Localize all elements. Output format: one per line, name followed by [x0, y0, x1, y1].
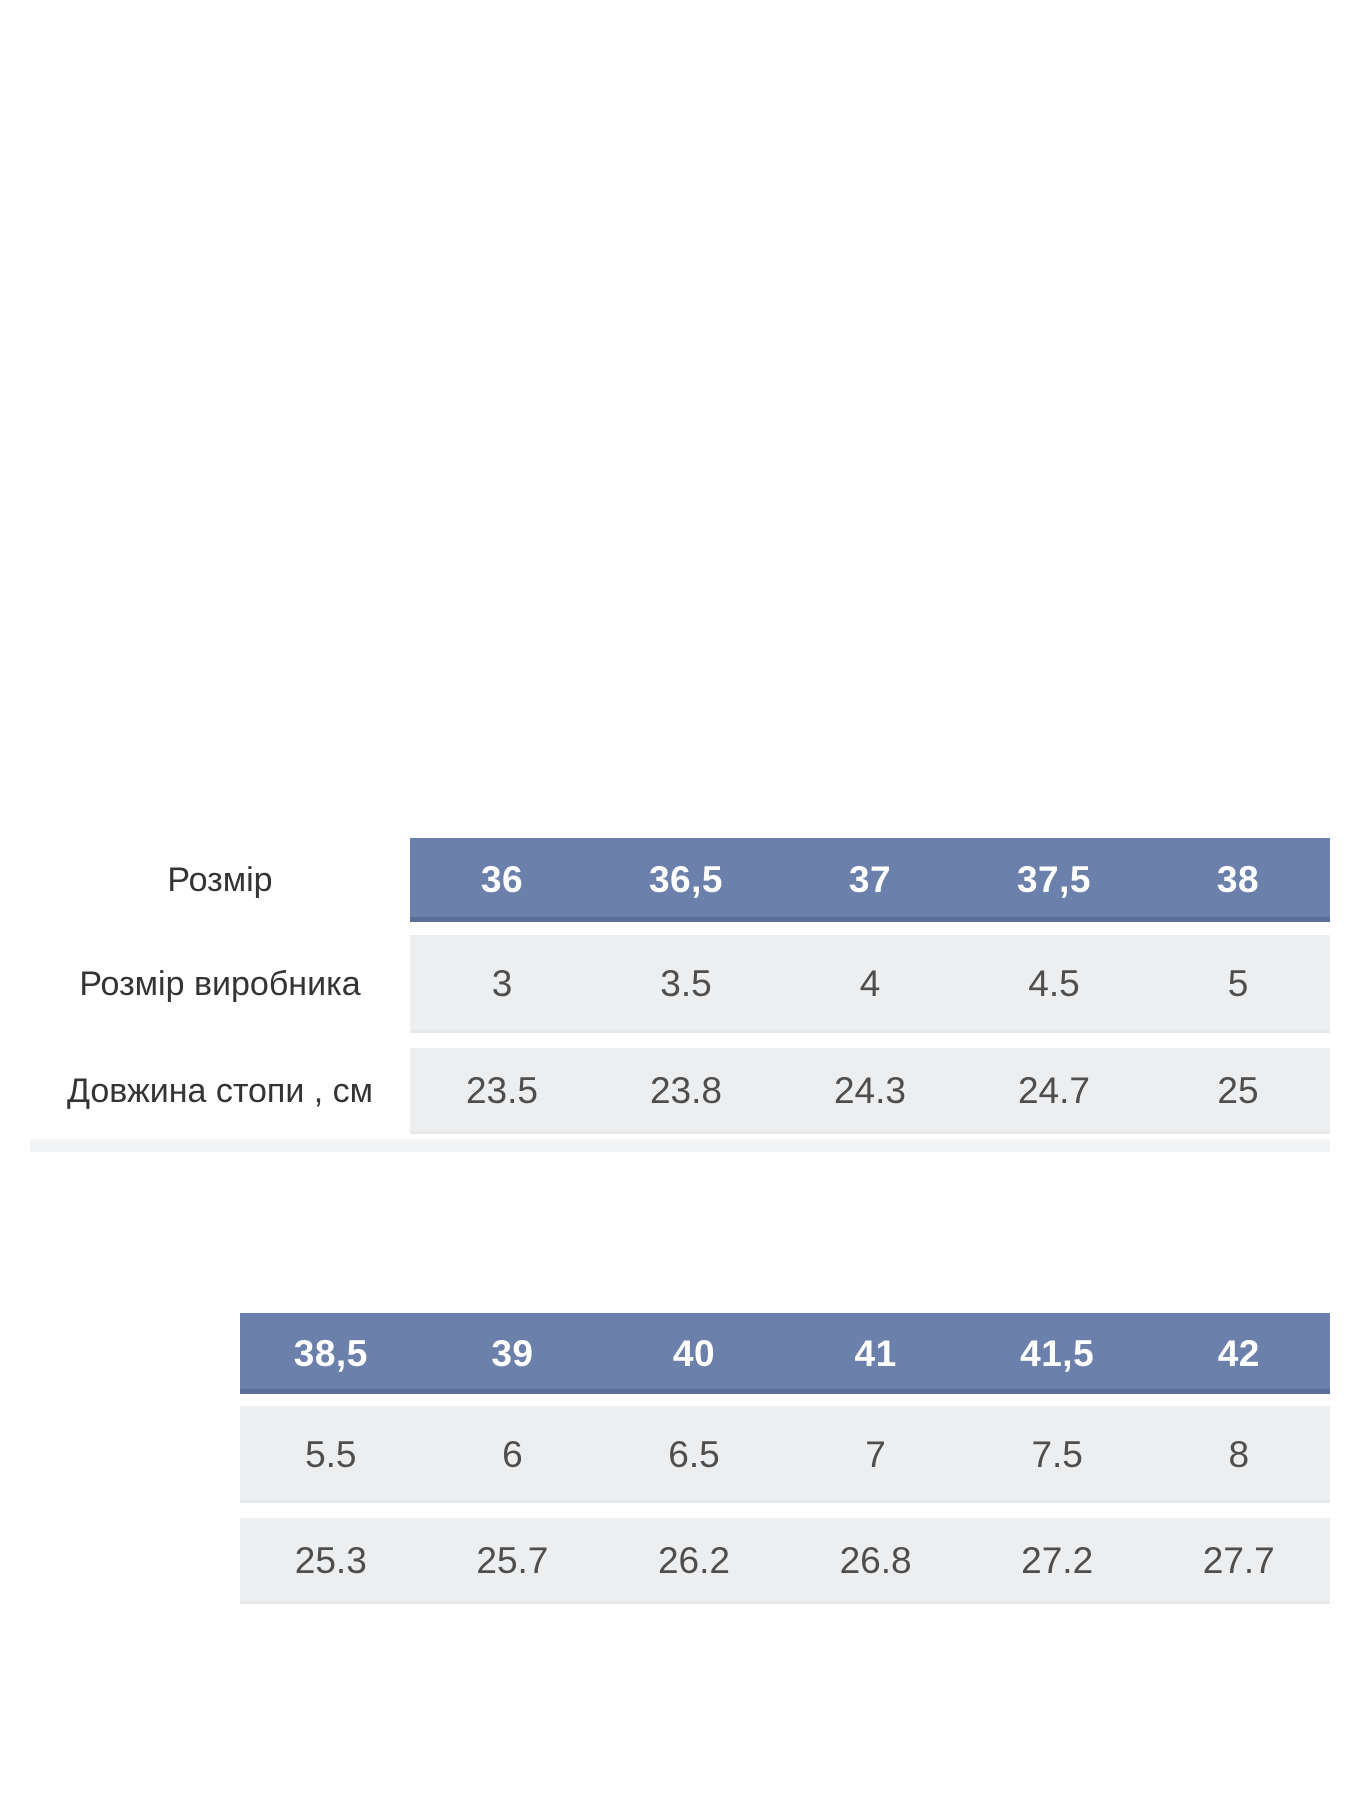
table2-foot-length-cell: 27.7 [1148, 1518, 1330, 1604]
row-label-text: Довжина стопи , см [66, 1071, 374, 1110]
table1-size-header: 36 [410, 838, 594, 922]
table1-size-header: 36,5 [594, 838, 778, 922]
table1-bottom-edge [30, 1139, 1330, 1152]
table2-foot-length-cell: 25.3 [240, 1518, 422, 1604]
table2-foot-length-cell: 26.8 [785, 1518, 967, 1604]
table1-foot-length-cell: 23.8 [594, 1048, 778, 1134]
table1-foot-length-cell: 24.7 [962, 1048, 1146, 1134]
table1-foot-length-row [30, 1048, 1330, 1134]
table1-manufacturer-size-cell: 3 [410, 935, 594, 1033]
table2-manufacturer-size-cell: 5.5 [240, 1406, 422, 1503]
table2-size-header: 39 [422, 1313, 604, 1394]
table2-manufacturer-size-cell: 6 [422, 1406, 604, 1503]
table1-manufacturer-size-cell: 4 [778, 935, 962, 1033]
table1-manufacturer-size-cell: 3.5 [594, 935, 778, 1033]
table1-size-header: 38 [1146, 838, 1330, 922]
table1-row-label-manufacturer-size [30, 935, 410, 1033]
table2-manufacturer-size-cell: 7.5 [966, 1406, 1148, 1503]
table2-size-header: 41,5 [966, 1313, 1148, 1394]
table2-foot-length-cell: 25.7 [422, 1518, 604, 1604]
table1-row-label-foot-length [30, 1048, 410, 1134]
row-label-text: Розмір виробника [79, 964, 361, 1003]
row-label-text: Розмір [167, 860, 273, 899]
table1-size-header: 37,5 [962, 838, 1146, 922]
table2-size-header: 41 [785, 1313, 967, 1394]
table1-header-row [30, 838, 1330, 922]
table2-foot-length-cell: 27.2 [966, 1518, 1148, 1604]
table2-size-header: 42 [1148, 1313, 1330, 1394]
table2-size-header: 38,5 [240, 1313, 422, 1394]
table1-foot-length-cell: 25 [1146, 1048, 1330, 1134]
table2-manufacturer-size-cell: 6.5 [603, 1406, 785, 1503]
table2-manufacturer-size-cell: 8 [1148, 1406, 1330, 1503]
table1-size-header: 37 [778, 838, 962, 922]
table1-manufacturer-size-cell: 4.5 [962, 935, 1146, 1033]
table2-manufacturer-size-row [240, 1406, 1330, 1503]
table1-foot-length-cell: 24.3 [778, 1048, 962, 1134]
table2-size-header: 40 [603, 1313, 785, 1394]
table1-manufacturer-size-cell: 5 [1146, 935, 1330, 1033]
table1-foot-length-cell: 23.5 [410, 1048, 594, 1134]
table2-foot-length-row [240, 1518, 1330, 1604]
table2-header-row [240, 1313, 1330, 1394]
table1-manufacturer-size-row [30, 935, 1330, 1033]
table1-row-label-size [30, 838, 410, 922]
table2-manufacturer-size-cell: 7 [785, 1406, 967, 1503]
table2-foot-length-cell: 26.2 [603, 1518, 785, 1604]
